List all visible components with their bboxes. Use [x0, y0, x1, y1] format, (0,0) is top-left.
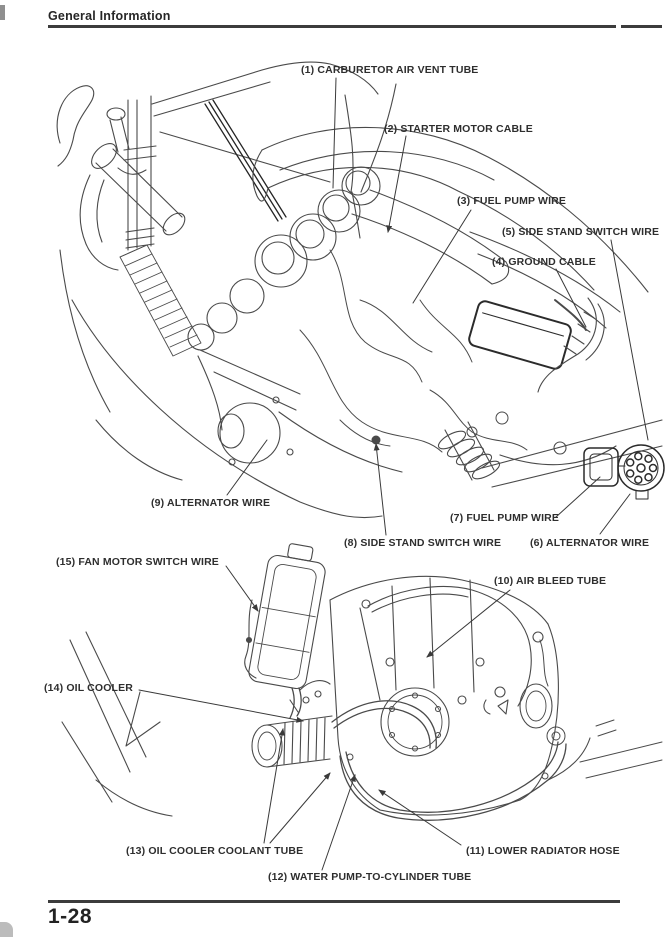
radiator-hatched — [120, 245, 201, 356]
callout-leader-lines — [139, 78, 648, 870]
callout-starter-motor-cable: (2) STARTER MOTOR CABLE — [384, 123, 533, 135]
callout-fuel-pump-wire-7: (7) FUEL PUMP WIRE — [450, 512, 560, 524]
carburetor-air-vent-tubes — [205, 100, 286, 221]
page-title: General Information — [48, 9, 171, 23]
swingarm-lines — [482, 420, 662, 487]
frame-rail — [470, 232, 620, 328]
callout-oil-cooler: (14) OIL COOLER — [44, 682, 133, 694]
callout-oil-cooler-coolant-tube: (13) OIL COOLER COOLANT TUBE — [126, 845, 304, 857]
frame-tubes — [152, 62, 396, 238]
air-bleed-tube — [362, 587, 548, 706]
handlebar-lever — [57, 86, 189, 270]
callout-alternator-wire-9: (9) ALTERNATOR WIRE — [151, 497, 271, 509]
rear-shock-spring — [436, 422, 502, 482]
callout-air-bleed-tube: (10) AIR BLEED TUBE — [494, 575, 607, 587]
callout-fuel-pump-wire-3: (3) FUEL PUMP WIRE — [457, 195, 567, 207]
radiator — [247, 540, 329, 690]
callout-lower-radiator-hose: (11) LOWER RADIATOR HOSE — [466, 845, 620, 857]
wiring-harness-squiggles — [300, 250, 586, 452]
starter-motor — [468, 300, 573, 371]
engine-cases — [198, 350, 402, 472]
callout-alternator-wire-6: (6) ALTERNATOR WIRE — [530, 537, 650, 549]
top-diagram-line-art — [57, 62, 664, 518]
callout-fan-motor-switch-wire: (15) FAN MOTOR SWITCH WIRE — [56, 556, 219, 568]
engine-crankcase — [330, 576, 558, 815]
callout-ground-cable: (4) GROUND CABLE — [492, 256, 596, 268]
lower-cowl-arcs — [60, 250, 382, 518]
callout-side-stand-switch-wire-5: (5) SIDE STAND SWITCH WIRE — [502, 226, 660, 238]
footer-rule — [48, 900, 620, 903]
oil-cooler — [252, 681, 332, 767]
wire-connector-detail — [584, 445, 664, 499]
left-cowl-lines — [62, 632, 172, 816]
callout-carburetor-air-vent-tube: (1) CARBURETOR AIR VENT TUBE — [301, 64, 479, 76]
page-number: 1-28 — [48, 905, 93, 928]
callout-side-stand-switch-wire-8: (8) SIDE STAND SWITCH WIRE — [344, 537, 502, 549]
callout-water-pump-to-cylinder-tube: (12) WATER PUMP-TO-CYLINDER TUBE — [268, 871, 472, 883]
